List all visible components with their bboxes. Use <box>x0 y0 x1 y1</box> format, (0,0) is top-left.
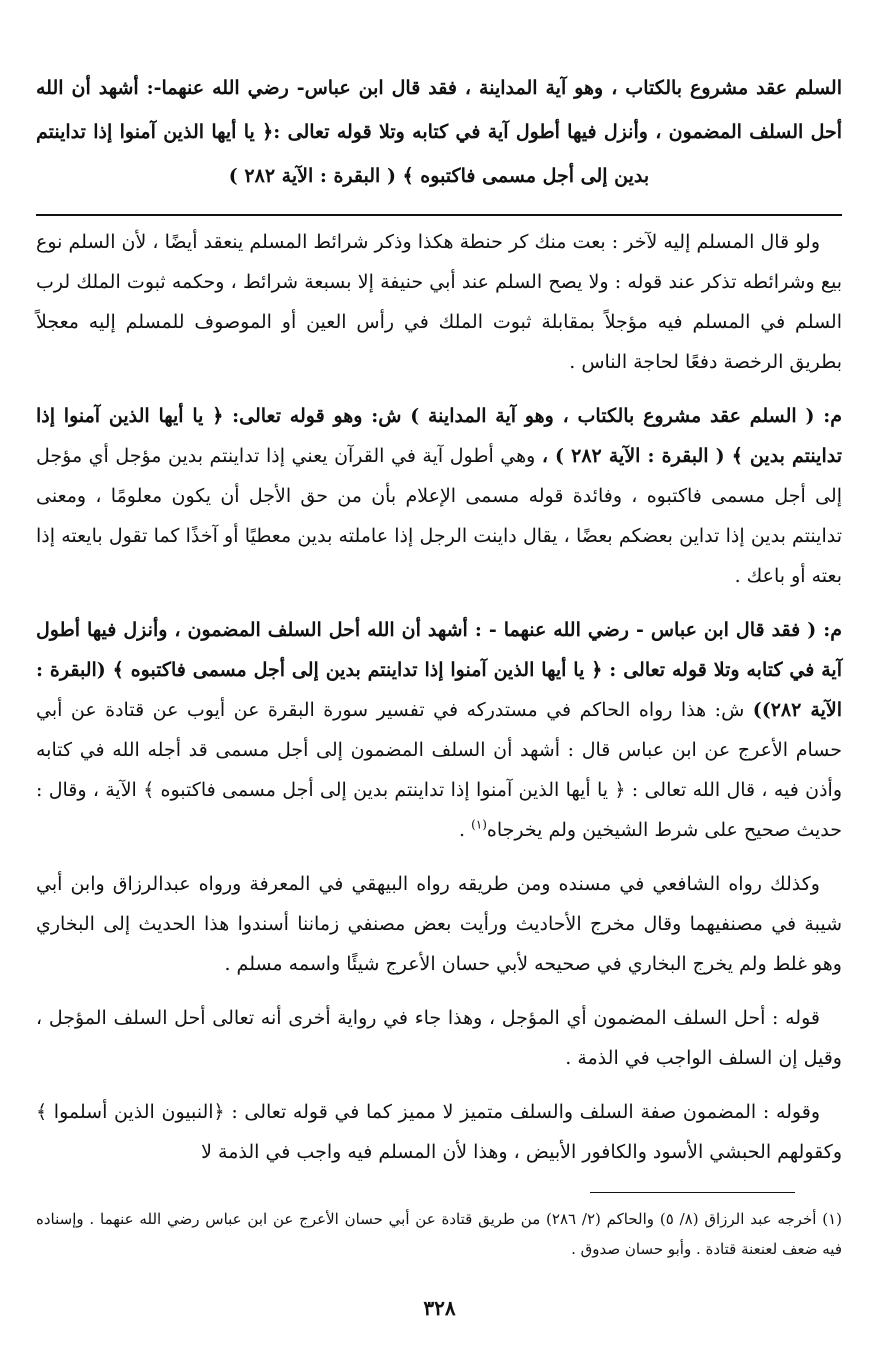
footnote-reference[interactable]: (١) <box>471 817 487 832</box>
page-number: ٣٢٨ <box>423 1296 456 1320</box>
paragraph-text: ش: هذا رواه الحاكم في مستدركه في تفسير سورة البقرة عن أيوب عن قتادة عن أبي حسام الأعرج عن ابن عباس قال : أشهد أن السلف المضمون إلى أجل مسمى قد أجله الله في كتابه وأذن فيه ، قال الله تعالى : ﴿ يا أيها الذين آمنوا إذا تداينتم بدين إلى أجل مسمى فاكتبوه ﴾ الآية ، وقال : حديث صحيح على شرط الشيخين ولم يخرجاه <box>36 699 842 841</box>
paragraph-lead-quote: م: ( السلم عقد مشروع بالكتاب ، وهو آية المداينة ) ش: وهو قوله تعالى: ﴿ يا أيها الذين آمنوا إذا تداينتم بدين ﴾ ( البقرة : الآية ٢٨٢ ) ، <box>36 405 842 467</box>
paragraph-lead-quote: م: ( فقد قال ابن عباس - رضي الله عنهما - : أشهد أن الله أحل السلف المضمون ، وأنزل فيها أطول آية في كتابه وتلا قوله تعالى : ﴿ يا أيها الذين آمنوا إذا تداينتم بدين إلى أجل مسمى فاكتبوه ﴾ (البقرة : الآية ٢٨٢)) <box>36 619 842 721</box>
paragraph-text: قوله : أحل السلف المضمون أي المؤجل ، وهذا جاء في رواية أخرى أنه تعالى أحل السلف المؤجل ، وقيل إن السلف الواجب في الذمة . <box>36 1007 842 1069</box>
commentary-paragraph-4 <box>36 864 842 984</box>
paragraph-text: وهي أطول آية في القرآن يعني إذا تداينتم بدين مؤجل أي مؤجل إلى أجل مسمى فاكتبوه ، وفائدة قوله مسمى الإعلام بأن من حق الأجل أن يكون معلومًا ، ومعنى تداينتم بدين إذا تداين بعضكم بعضًا ، يقال داينت الرجل إذا عاملته بدين معطيًا أو آخذًا كما تقول بايعته إذا بعته أو باعك . <box>36 445 842 587</box>
commentary-paragraph-2 <box>36 396 842 596</box>
commentary-paragraph-3 <box>36 610 842 850</box>
footnote-divider <box>590 1192 795 1193</box>
paragraph-text: وقوله : المضمون صفة السلف والسلف متميز لا مميز كما في قوله تعالى : ﴿النبيون الذين أسلموا ﴾ وكقولهم الحبشي الأسود والكافور الأبيض ، وهذا لأن المسلم فيه واجب في الذمة لا <box>36 1101 842 1163</box>
commentary-paragraph-6 <box>36 1092 842 1172</box>
footnote-text: (١) أخرجه عبد الرزاق (٨/ ٥) والحاكم (٢/ ٢٨٦) من طريق قتادة عن أبي حسان الأعرج عن ابن عباس رضي الله عنهما . وإسناده فيه ضعف لعنعنة قتادة . وأبو حسان صدوق . <box>36 1210 842 1258</box>
paragraph-tail: . <box>458 819 472 841</box>
footnote <box>36 1204 842 1264</box>
matn-divider <box>36 214 842 216</box>
paragraph-text: وكذلك رواه الشافعي في مسنده ومن طريقه رواه البيهقي في المعرفة ورواه عبدالرزاق وابن أبي شيبة في مصنفيهما وقال مخرج الأحاديث ورأيت بعض مصنفي زماننا أسندوا هذا الحديث إلى البخاري وهو غلط ولم يخرج البخاري في صحيحه لأبي حسان الأعرج شيئًا واسمه مسلم . <box>36 873 842 975</box>
commentary-paragraph-1 <box>36 222 842 382</box>
paragraph-text: ولو قال المسلم إليه لآخر : بعت منك كر حنطة هكذا وذكر شرائط المسلم ينعقد أيضًا ، لأن السلم نوع بيع وشرائطه تذكر عند قوله : ولا يصح السلم عند أبي حنيفة إلا بسبعة شرائط ، وحكمه ثبوت الملك لرب السلم في المسلم فيه مؤجلاً بمقابلة ثبوت الملك في رأس العين أو الموصوف للمسلم إليه معجلاً بطريق الرخصة دفعًا لحاجة الناس . <box>36 231 842 373</box>
commentary-paragraph-5 <box>36 998 842 1078</box>
matn-text: السلم عقد مشروع بالكتاب ، وهو آية المداينة ، فقد قال ابن عباس- رضي الله عنهما-: أشهد أن الله أحل السلف المضمون ، وأنزل فيها أطول آية في كتابه وتلا قوله تعالى :﴿ يا أيها الذين آمنوا إذا تداينتم بدين إلى أجل مسمى فاكتبوه ﴾ ( البقرة : الآية ٢٨٢ ) <box>36 77 842 187</box>
page-body <box>36 66 842 1186</box>
